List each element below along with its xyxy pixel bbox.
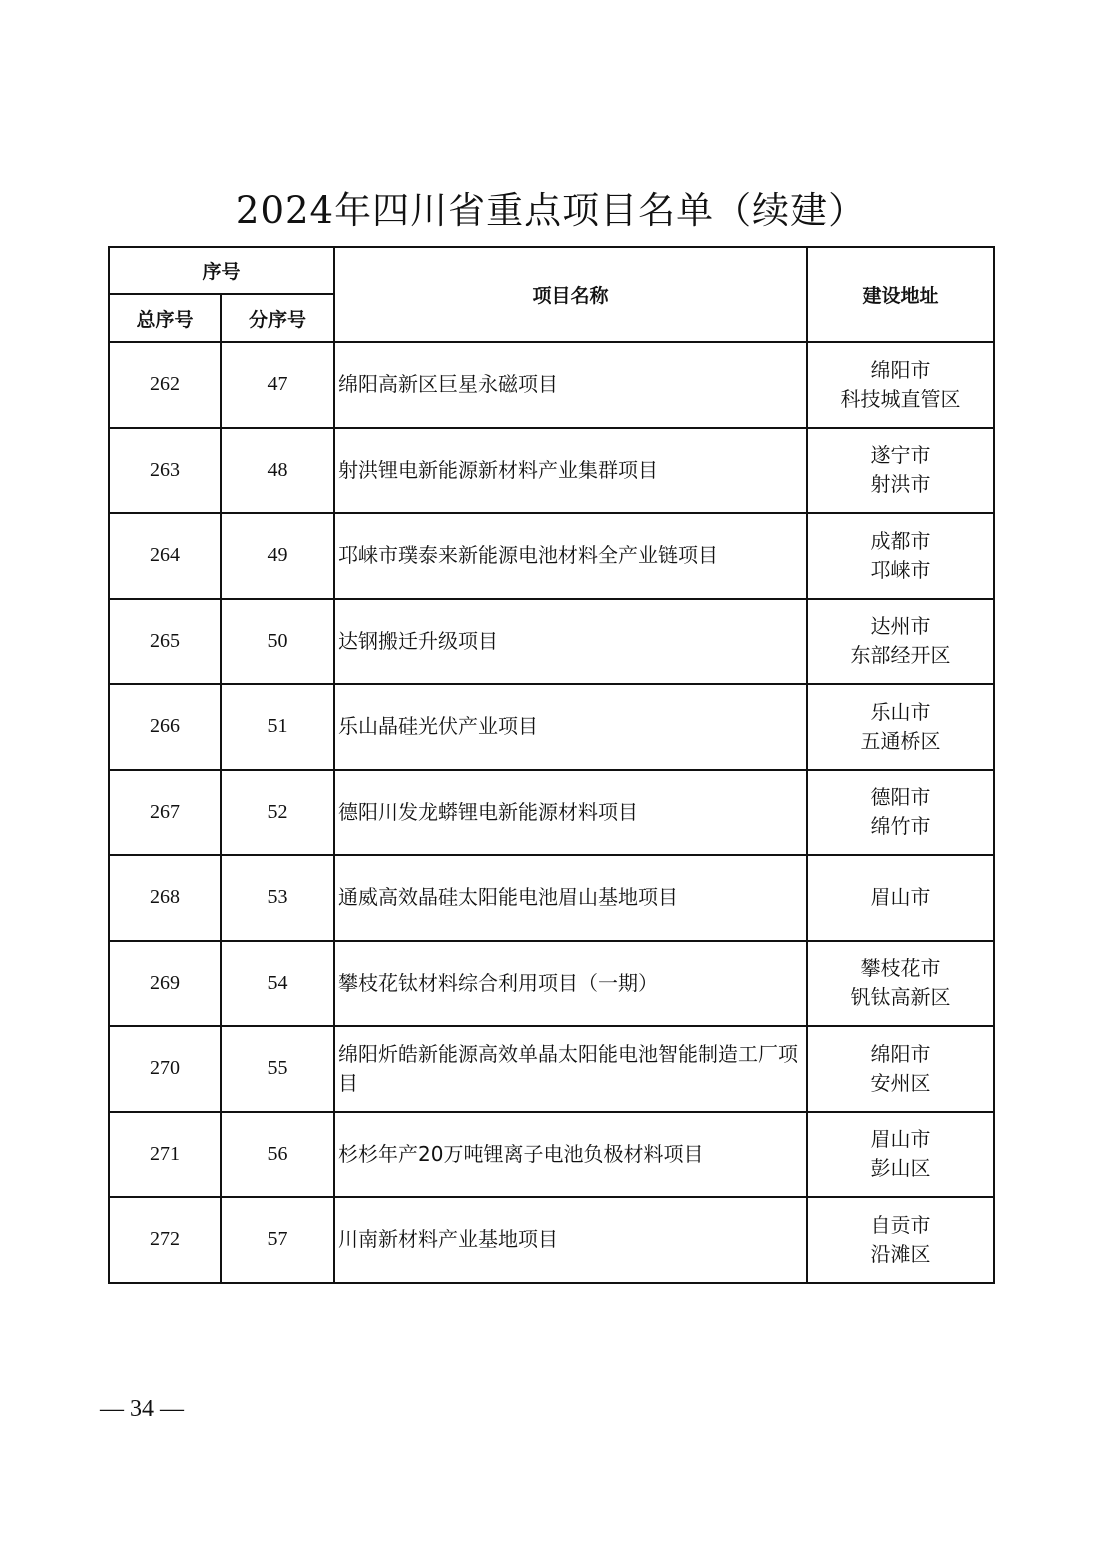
location-cell: [807, 684, 994, 770]
location-line-2: 射洪市: [870, 472, 931, 497]
location-line-2: 安州区: [870, 1070, 931, 1095]
location-line-1: 成都市: [870, 528, 931, 553]
location-cell: [807, 342, 994, 428]
sub-seq-cell: 57: [221, 1197, 334, 1283]
project-name-cell: 邛崃市璞泰来新能源电池材料全产业链项目: [334, 513, 807, 599]
total-seq-cell: 262: [109, 342, 221, 428]
table-row: [109, 855, 994, 941]
sub-seq-cell: 51: [221, 684, 334, 770]
location-line-1: 自贡市: [870, 1212, 931, 1237]
project-name-cell: 射洪锂电新能源新材料产业集群项目: [334, 428, 807, 514]
sub-seq-cell: 50: [221, 599, 334, 685]
location-line-2: 邛崃市: [870, 557, 931, 582]
sub-seq-cell: 55: [221, 1026, 334, 1112]
location-line-1: 遂宁市: [870, 443, 931, 468]
location-line-1: 绵阳市: [870, 1041, 931, 1066]
location-cell: [807, 941, 994, 1027]
location-line-2: 科技城直管区: [840, 386, 961, 411]
document-title: 2024年四川省重点项目名单（续建）: [235, 189, 867, 232]
header-sub-seq: 分序号: [221, 294, 334, 342]
page-number: — 34 —: [100, 1396, 184, 1422]
table-row: [109, 770, 994, 856]
location-cell: [807, 513, 994, 599]
total-seq-cell: 266: [109, 684, 221, 770]
location-line-1: 眉山市: [870, 1127, 931, 1152]
project-name-cell: 川南新材料产业基地项目: [334, 1197, 807, 1283]
location-line-1: 乐山市: [870, 699, 931, 724]
location-cell: [807, 1197, 994, 1283]
project-name-cell: 攀枝花钛材料综合利用项目（一期）: [334, 941, 807, 1027]
location-line-2: 彭山区: [870, 1156, 931, 1181]
project-name-cell: 达钢搬迁升级项目: [334, 599, 807, 685]
location-line-1: 眉山市: [870, 885, 931, 910]
header-project-name: 项目名称: [334, 247, 807, 342]
total-seq-cell: 270: [109, 1026, 221, 1112]
sub-seq-cell: 49: [221, 513, 334, 599]
sub-seq-cell: 56: [221, 1112, 334, 1198]
table-row: [109, 599, 994, 685]
location-line-1: 达州市: [870, 614, 931, 639]
location-line-1: 绵阳市: [870, 357, 931, 382]
location-cell: [807, 428, 994, 514]
location-line-2: 钒钛高新区: [850, 985, 951, 1010]
location-line-2: 东部经开区: [850, 643, 951, 668]
header-seq-group: 序号: [109, 247, 334, 294]
location-line-2: 五通桥区: [860, 728, 941, 753]
location-line-1: 德阳市: [870, 785, 931, 810]
project-name-cell: 通威高效晶硅太阳能电池眉山基地项目: [334, 855, 807, 941]
project-name-cell: 杉杉年产20万吨锂离子电池负极材料项目: [334, 1112, 807, 1198]
total-seq-cell: 271: [109, 1112, 221, 1198]
total-seq-cell: 267: [109, 770, 221, 856]
table-row: [109, 513, 994, 599]
project-name-cell: 乐山晶硅光伏产业项目: [334, 684, 807, 770]
sub-seq-cell: 54: [221, 941, 334, 1027]
table-row: [109, 428, 994, 514]
table-row: [109, 1197, 994, 1283]
total-seq-cell: 264: [109, 513, 221, 599]
header-total-seq: 总序号: [109, 294, 221, 342]
sub-seq-cell: 47: [221, 342, 334, 428]
total-seq-cell: 272: [109, 1197, 221, 1283]
header-location: 建设地址: [807, 247, 994, 342]
location-cell: [807, 599, 994, 685]
location-cell: [807, 1112, 994, 1198]
table-row: [109, 342, 994, 428]
location-cell: [807, 855, 994, 941]
location-line-2: 沿滩区: [870, 1241, 931, 1266]
table-row: [109, 941, 994, 1027]
sub-seq-cell: 52: [221, 770, 334, 856]
table-row: [109, 1026, 994, 1112]
total-seq-cell: 265: [109, 599, 221, 685]
project-name-cell: 德阳川发龙蟒锂电新能源材料项目: [334, 770, 807, 856]
sub-seq-cell: 48: [221, 428, 334, 514]
location-line-1: 攀枝花市: [860, 956, 941, 981]
location-line-2: 绵竹市: [870, 814, 931, 839]
sub-seq-cell: 53: [221, 855, 334, 941]
total-seq-cell: 263: [109, 428, 221, 514]
project-table: [108, 246, 995, 1284]
project-name-cell: 绵阳高新区巨星永磁项目: [334, 342, 807, 428]
total-seq-cell: 269: [109, 941, 221, 1027]
table-row: [109, 684, 994, 770]
project-name-cell: 绵阳炘皓新能源高效单晶太阳能电池智能制造工厂项目: [334, 1026, 807, 1112]
total-seq-cell: 268: [109, 855, 221, 941]
location-cell: [807, 770, 994, 856]
table-row: [109, 1112, 994, 1198]
location-cell: [807, 1026, 994, 1112]
